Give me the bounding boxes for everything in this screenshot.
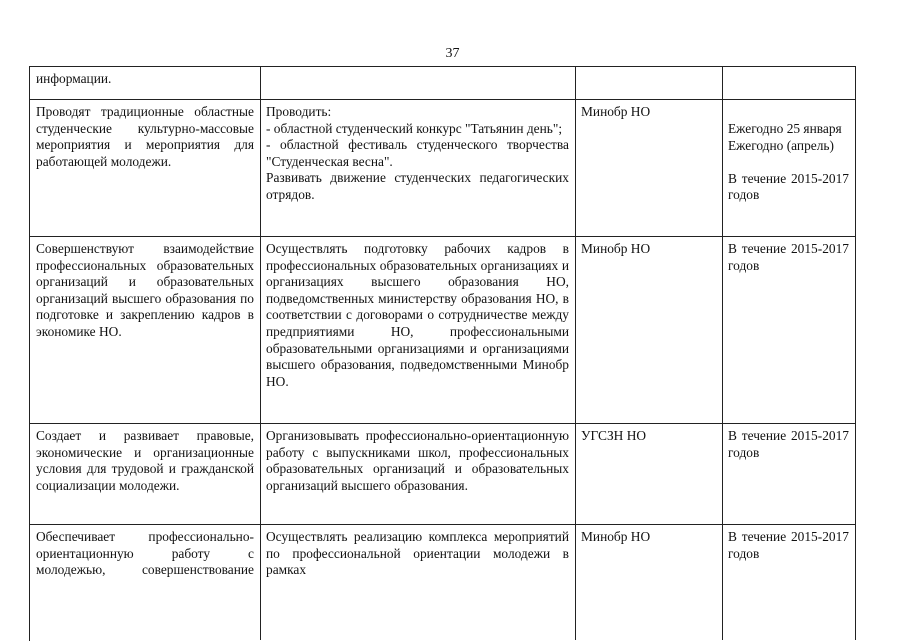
paragraph: Проводят традиционные областные студенческие культурно-массовые мероприятия и мероприятия для работающей молодежи. <box>36 104 254 169</box>
row-2-measure <box>36 241 254 341</box>
row-4-responsible: Минобр НО <box>581 529 651 544</box>
paragraph: Создает и развивает правовые, экономические и организационные условия для трудовой и гражданской социализации молодежи. <box>36 428 254 493</box>
row-divider <box>29 524 855 525</box>
row-3-deadline <box>728 428 849 461</box>
row-0-measure <box>36 71 254 88</box>
row-4-deadline <box>728 529 849 562</box>
row-3-measure <box>36 428 254 494</box>
paragraph: Обеспечивает профессионально-ориентационную работу с молодежью, совершенствование <box>36 529 254 578</box>
paragraph: В течение 2015-2017 годов <box>728 170 849 203</box>
row-3-responsible: УГСЗН НО <box>581 428 647 443</box>
paragraph: Организовывать профессионально-ориентационную работу с выпускниками школ, профессиональных образовательных организаций и образовательных организаций высшего образования. <box>266 428 569 493</box>
row-divider <box>29 99 855 100</box>
page-number: 37 <box>445 46 460 61</box>
paragraph: Осуществлять подготовку рабочих кадров в профессиональных образовательных организациях и организациях высшего образования НО, подведомственных министерству образования НО, в соответствии с договорами о сотрудничестве между предприятиями НО, профессиональными образовательными организациями и организациями высшего образования, подведомственными Минобр НО. <box>266 241 569 389</box>
row-divider <box>29 423 855 424</box>
paragraph: Ежегодно 25 января <box>728 121 842 136</box>
column-divider <box>722 66 723 640</box>
row-4-measure <box>36 529 254 579</box>
row-4-actions <box>266 529 569 579</box>
row-2-deadline <box>728 241 849 274</box>
paragraph: Совершенствуют взаимодействие профессиональных образовательных организаций и образовательных организаций высшего образования по подготовке и закреплению кадров в экономике НО. <box>36 241 254 339</box>
paragraph: - областной фестиваль студенческого творчества "Студенческая весна". <box>266 137 569 169</box>
column-divider <box>575 66 576 640</box>
paragraph: информации. <box>36 71 112 86</box>
row-2-responsible: Минобр НО <box>581 241 651 256</box>
paragraph: - областной студенческий конкурс "Татьянин день"; <box>266 120 563 136</box>
row-1-deadline <box>728 121 849 204</box>
column-divider <box>260 66 261 640</box>
paragraph: Ежегодно (апрель) <box>728 137 834 153</box>
blank-line <box>728 154 849 171</box>
paragraph: Проводить: <box>266 104 332 119</box>
paragraph: Осуществлять реализацию комплекса мероприятий по профессиональной ориентации молодежи в рамках <box>266 529 569 578</box>
row-1-measure <box>36 104 254 170</box>
row-3-actions <box>266 428 569 494</box>
paragraph: В течение 2015-2017 годов <box>728 241 849 273</box>
paragraph: В течение 2015-2017 годов <box>728 428 849 460</box>
paragraph: Развивать движение студенческих педагогических отрядов. <box>266 170 569 202</box>
column-divider <box>855 66 856 640</box>
row-divider <box>29 236 855 237</box>
paragraph: В течение 2015-2017 годов <box>728 529 849 561</box>
row-1-responsible: Минобр НО <box>581 104 651 119</box>
row-2-actions <box>266 241 569 390</box>
row-1-actions <box>266 104 569 204</box>
